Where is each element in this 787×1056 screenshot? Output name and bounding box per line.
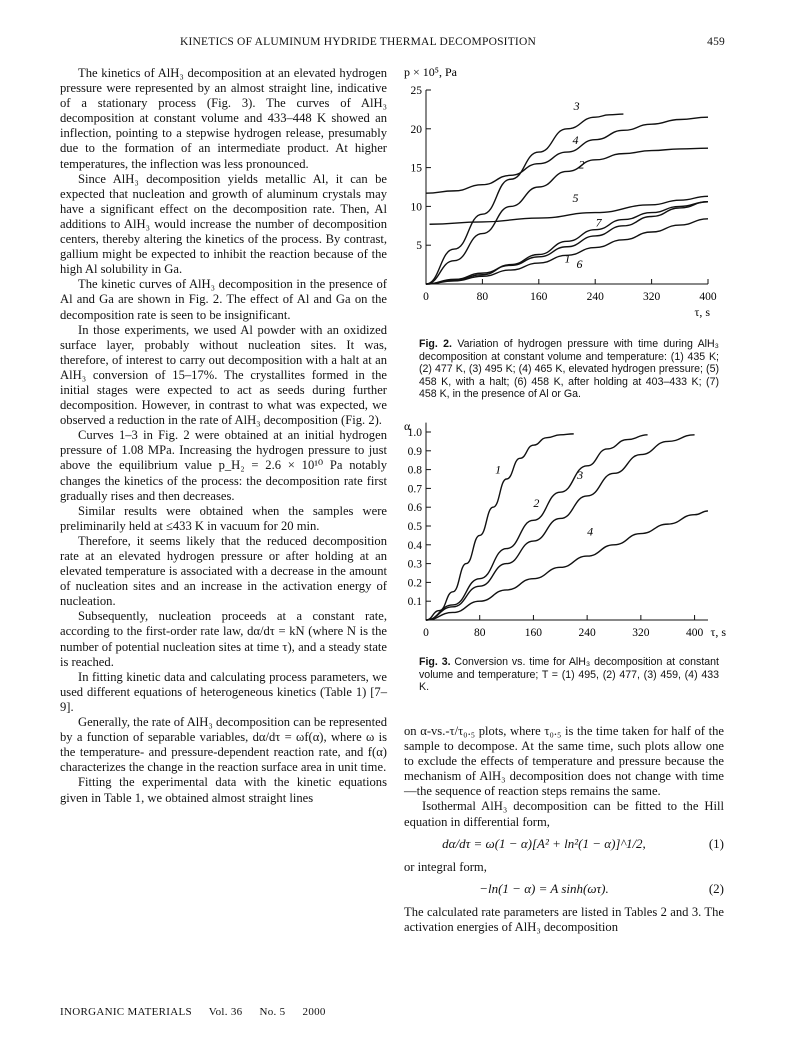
- y-tick-label: 25: [410, 85, 422, 97]
- paragraph: The calculated rate parameters are listed in Tables 2 and 3. The activation energies of AlH₃ decomposition: [404, 904, 724, 934]
- y-tick-label: 0.1: [407, 596, 422, 609]
- figure-3-caption: [419, 656, 719, 694]
- figure-2-chart: [398, 62, 728, 332]
- left-column: [60, 66, 387, 806]
- page-number: 459: [707, 36, 725, 48]
- x-tick-label: 240: [578, 627, 596, 639]
- paragraph: In fitting kinetic data and calculating process parameters, we used different equations of heterogeneous kinetics (Table 1) [7–9].: [60, 669, 387, 714]
- x-tick-label: 240: [586, 291, 604, 303]
- equation-2: [404, 881, 724, 901]
- x-axis-label: τ, s: [694, 305, 710, 319]
- y-tick-label: 1.0: [407, 427, 422, 439]
- figure-2-caption: [419, 338, 719, 401]
- paragraph: Fitting the experimental data with the kinetic equations given in Table 1, we obtained almost straight lines: [60, 775, 387, 805]
- series-label-7: 7: [595, 215, 602, 230]
- equation-1: [404, 836, 724, 856]
- series-label-2: 2: [533, 496, 540, 511]
- x-tick-label: 160: [524, 627, 543, 639]
- series-label-2: 2: [578, 157, 585, 172]
- equation-body: −ln(1 − α) = A sinh(ωτ).: [479, 880, 609, 896]
- figure-3: [398, 420, 728, 655]
- year: 2000: [302, 1006, 326, 1018]
- y-tick-label: 0.7: [407, 483, 422, 496]
- series-line-7: [426, 202, 708, 284]
- paragraph: In those experiments, we used Al powder with an oxidized surface layer, probably without nucleation sites. It was, therefore, of interest to carry out decomposition with a halt at an AlH₃ conversion of 15–17%. The crystallites formed in the initial stages were expected to act as seeds during further decomposition. However, in contrast to what was expected, we observed a reduction in the rate of AlH₃ decomposition (Fig. 2).: [60, 322, 387, 428]
- y-tick-label: 0.9: [407, 445, 422, 458]
- y-tick-label: 5: [416, 240, 422, 253]
- paragraph: The kinetics of AlH₃ decomposition at an elevated hydrogen pressure were represented by an almost straight line, indicative of a stationary process (Fig. 3). The curves of AlH₃ decomposition at constant volume and 433–448 K showed an inflection, pointing to a stepwise hydrogen release, presumably due to the formation of an intermediate product. At higher temperatures, the inflection was less pronounced.: [60, 66, 387, 171]
- x-tick-label: 320: [632, 627, 650, 639]
- series-line-1: [426, 202, 708, 284]
- x-tick-label: 0: [423, 627, 429, 639]
- series-label-1: 1: [495, 462, 502, 477]
- series-label-4: 4: [587, 524, 594, 539]
- y-tick-label: 0.3: [407, 558, 422, 571]
- y-tick-label: 0.5: [407, 521, 422, 533]
- y-axis-label: α: [404, 420, 411, 433]
- equation-number: (1): [708, 835, 724, 851]
- caption-label: Fig. 3.: [419, 656, 451, 668]
- paragraph: Since AlH₃ decomposition yields metallic Al, it can be expected that nucleation and growth of aluminum crystals may have a significant effect on the decomposition rate. Then, Al additions to AlH₃ would increase the number of decomposition centers, thereby altering the kinetics of the process. By contrast, gallium might be expected to inhibit the reaction because of the high Al solubility in Ga.: [60, 171, 387, 277]
- caption-text: Conversion vs. time for AlH₃ decomposition at constant volume and temperature; T = (1) 495, (2) 477, (3) 459, (4) 433 K.: [419, 656, 720, 694]
- series-label-4: 4: [572, 133, 579, 148]
- y-tick-label: 10: [410, 201, 422, 214]
- x-tick-label: 0: [423, 291, 429, 303]
- x-tick-label: 320: [642, 291, 661, 303]
- series-label-3: 3: [573, 99, 580, 114]
- x-axis-label: τ, s: [710, 625, 726, 639]
- y-tick-label: 0.4: [407, 539, 422, 552]
- x-tick-label: 400: [699, 291, 717, 303]
- y-tick-label: 15: [410, 162, 422, 175]
- x-tick-label: 400: [685, 627, 704, 639]
- y-tick-label: 0.6: [407, 502, 422, 515]
- axis-frame: [426, 423, 708, 620]
- paragraph: Isothermal AlH₃ decomposition can be fitted to the Hill equation in differential form,: [404, 799, 724, 829]
- x-tick-label: 80: [473, 627, 486, 639]
- y-tick-label: 0.2: [407, 577, 422, 590]
- right-column: [404, 724, 724, 935]
- y-tick-label: 0.8: [407, 464, 422, 477]
- paragraph: The kinetic curves of AlH₃ decomposition in the presence of Al and Ga are shown in Fig. 2. The effect of Al and Ga on the decomposition rate is seen to be insignificant.: [60, 277, 387, 322]
- paragraph: Subsequently, nucleation proceeds at a constant rate, according to the first-order rate law, dα/dτ = kN (where N is the number of potential nucleation sites at time τ), and a steady state is reached.: [60, 609, 387, 669]
- equation-body: dα/dτ = ω(1 − α)[A² + ln²(1 − α)]^1/2,: [442, 835, 646, 851]
- running-head: [60, 36, 725, 54]
- paragraph: on α-vs.-τ/τ₀.₅ plots, where τ₀.₅ is the time taken for half of the sample to decompose. At the same time, such plots allow one to exclude the effects of temperature and pressure because the mechanism of AlH₃ decomposition does not change with time—the sequence of reaction steps remains the same.: [404, 724, 724, 799]
- y-tick-label: 20: [410, 123, 422, 136]
- series-label-6: 6: [576, 257, 583, 272]
- journal-name: INORGANIC MATERIALS: [60, 1006, 192, 1018]
- paragraph: Similar results were obtained when the samples were preliminarily held at ≤433 K in vacuum for 20 min.: [60, 503, 387, 533]
- series-line-2: [426, 435, 648, 620]
- series-line-5: [430, 196, 708, 224]
- paragraph: or integral form,: [404, 859, 487, 874]
- footer: [60, 1006, 340, 1018]
- x-tick-label: 160: [530, 291, 548, 303]
- caption-text: Variation of hydrogen pressure with time during AlH₃ decomposition at constant volume and temperature: (1) 435 K; (2) 477 K, (3) 495 K; (4) 465 K, elevated hydrogen pressure; (5) 458 K, with a halt; (6) 458 K, after holding at 403–433 K; (7) 458 K, in the presence of Al or Ga.: [419, 338, 719, 401]
- equation-number: (2): [708, 880, 724, 896]
- paragraph: Therefore, it seems likely that the reduced decomposition rate at an elevated hydrogen pressure or after holding at an elevated temperature is associated with a decrease in the amount of nucleation sites and an increase in the activation energy of nucleation.: [60, 533, 387, 609]
- series-label-1: 1: [564, 251, 571, 266]
- running-title: KINETICS OF ALUMINUM HYDRIDE THERMAL DECOMPOSITION: [180, 36, 536, 48]
- x-tick-label: 80: [476, 291, 489, 303]
- volume: Vol. 36: [208, 1006, 243, 1018]
- series-line-4: [426, 511, 708, 620]
- figure-3-chart: [398, 420, 728, 655]
- issue-number: No. 5: [259, 1006, 286, 1018]
- series-label-5: 5: [572, 190, 579, 205]
- y-axis-label: p × 10⁵, Pa: [404, 65, 457, 79]
- figure-2: [398, 62, 728, 332]
- paragraph: Curves 1–3 in Fig. 2 were obtained at an initial hydrogen pressure of 1.08 MPa. Increasing the hydrogen pressure to just above the equilibrium value p_H₂ = 2.6 × 10¹⁰ Pa notably changes the kinetics of the process: the decomposition rate first gradually rises and then decreases.: [60, 428, 387, 503]
- paragraph: Generally, the rate of AlH₃ decomposition can be represented by a function of separable variables, dα/dτ = ωf(α), where ω is the temperature- and pressure-dependent reaction rate, and f(α) characterizes the change in the reaction surface area in unit time.: [60, 715, 387, 775]
- series-label-3: 3: [577, 468, 584, 482]
- caption-label: Fig. 2.: [419, 338, 452, 350]
